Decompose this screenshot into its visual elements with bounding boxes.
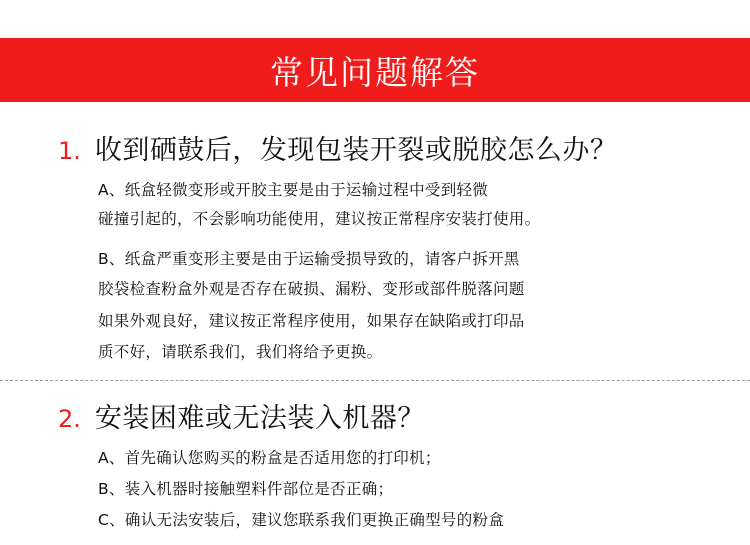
page-title: 常见问题解答 <box>270 52 480 92</box>
faq-question-1 <box>58 128 617 167</box>
answer-line: 胶袋检查粉盒外观是否存在破损、漏粉、变形或部件脱落问题 <box>98 280 525 298</box>
answer-line: C、确认无法安装后，建议您联系我们更换正确型号的粉盒 <box>98 511 505 529</box>
answer-line: B、纸盒严重变形主要是由于运输受损导致的，请客户拆开黑 <box>98 250 520 268</box>
answer-line: 如果外观良好，建议按正常程序使用，如果存在缺陷或打印品 <box>98 312 525 330</box>
question-text: 安装困难或无法装入机器？ <box>94 403 425 434</box>
faq-question-2 <box>58 396 425 435</box>
question-text: 收到硒鼓后，发现包装开裂或脱胶怎么办？ <box>94 135 618 166</box>
section-divider <box>0 380 750 381</box>
answer-line: A、首先确认您购买的粉盒是否适用您的打印机； <box>98 449 441 467</box>
answer-line: A、纸盒轻微变形或开胶主要是由于运输过程中受到轻微 <box>98 181 489 199</box>
answer-line: B、装入机器时接触塑料件部位是否正确； <box>98 480 394 498</box>
answer-line: 碰撞引起的，不会影响功能使用，建议按正常程序安装打使用。 <box>98 210 541 228</box>
faq-header-banner <box>0 38 750 102</box>
question-number: 1. <box>58 137 81 165</box>
question-number: 2. <box>58 405 81 433</box>
answer-line: 质不好，请联系我们，我们将给予更换。 <box>98 343 383 361</box>
